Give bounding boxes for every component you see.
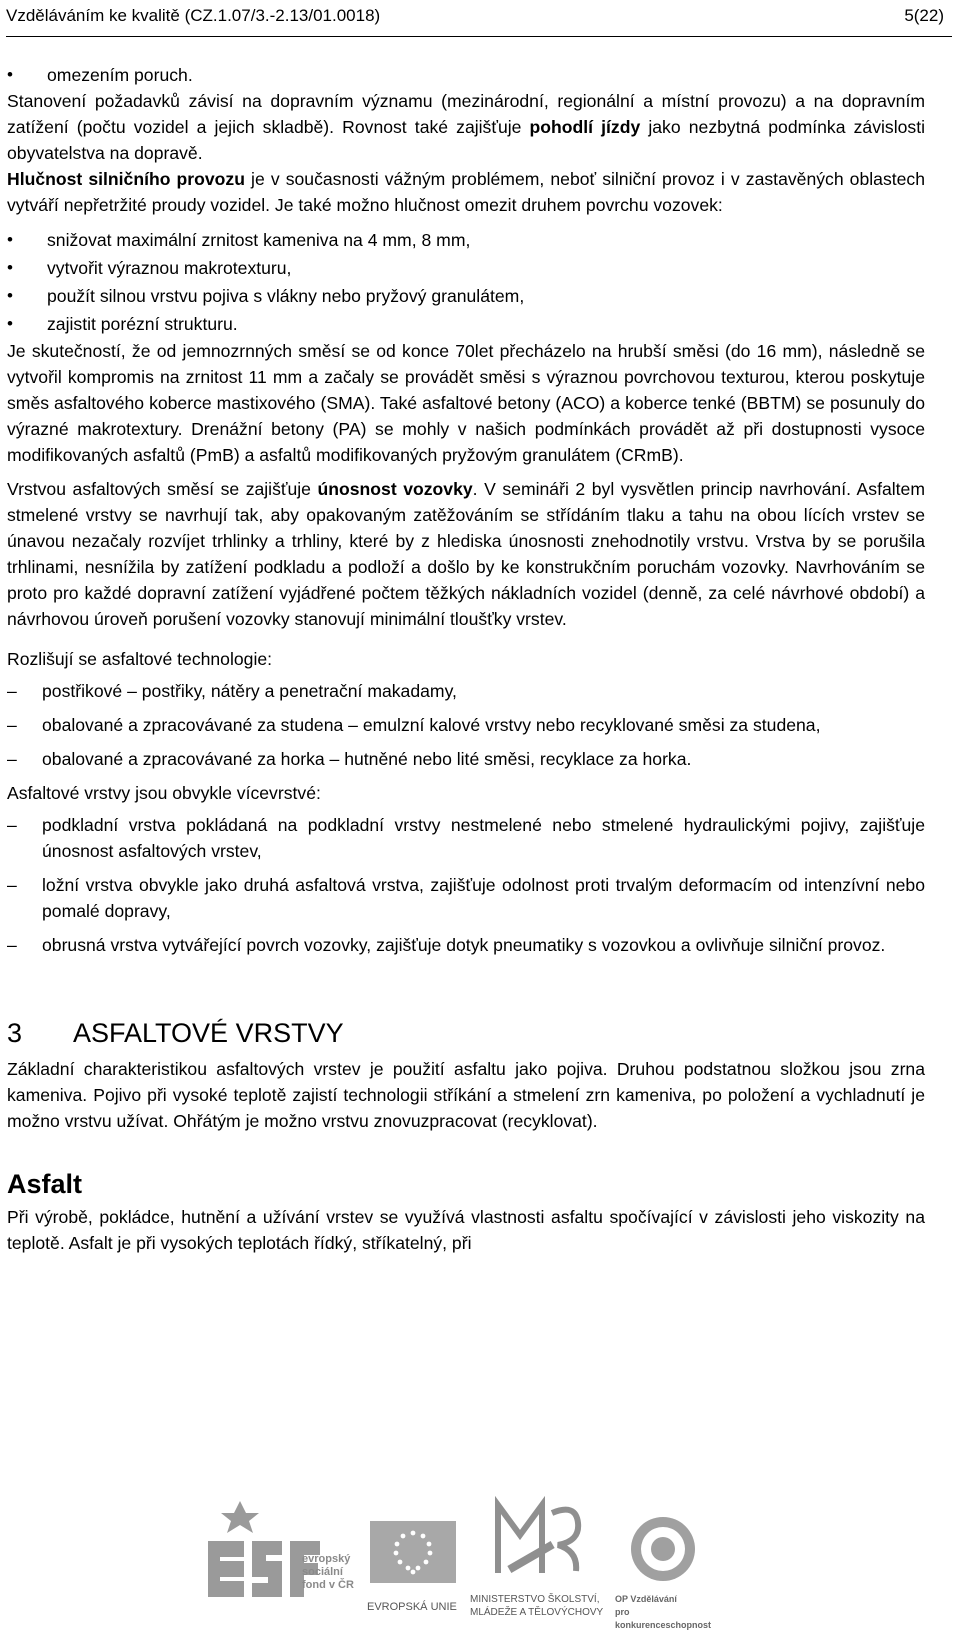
page-header xyxy=(6,2,952,37)
paragraph-grain-history: Je skutečností, že od jemnozrnných směsí se od konce 70let přecházelo na hrubší směsi (do 16 mm), následně se vytvořil kompromis na zrnitost 11 mm a začaly se provádět směsi s výraznou povrchovou texturou, kterou poskytuje směs asfaltového koberce mastixového (SMA). Také asfaltové betony (ACO) a koberce tenké (BBTM) se posunuly do výrazné makrotextury. Drenážní betony (PA) se mohly v našich podmínkách provádět až při dostupnosti vysoce modifikovaných asfaltů (PmB) a asfaltů modifikovaných pryžovým granulátem (CRmB). xyxy=(7,341,925,465)
paragraph-asphalt-basics: Základní charakteristikou asfaltových vrstev je použití asfaltu jako pojiva. Druhou podstatnou složkou jsou zrna kameniva. Pojivo při vysoké teplotě zajistí technologii stříkání a stmelení zrn kameniva, po položení a vychladnutí je možno vrstvu užívat. Ohřátým je možno vrstvu znovuzpracovat (recyklovat). xyxy=(7,1059,925,1131)
text-run: . V semináři 2 byl vysvětlen princip navrhování. Asfaltem stmelené vrstvy se navrhují tak, aby opakovaným zatěžováním se střídáním tlaku a tahu na obou lících vrstev se únavou nezačaly rozvíjet trhlinky a trhliny, které by z hlediska únosnosti znehodnotily vrstvu. Vrstva by se porušila trhlinami, nesnížila by zatížení podkladu a podloží a došlo by ke konstrukčním poruchám vozovky. Navrhováním se proto pro každé dopravní zatížení vyjádřené počtem těžkých nákladních vozidel (denně, za celé návrhové období) a návrhovou úroveň porušení vozovky stanovují minimální tloušťky vrstev. xyxy=(7,479,925,629)
technology-list xyxy=(7,678,925,772)
paragraph-asphalt-viscosity: Při výrobě, pokládce, hutnění a užívání vrstev se využívá vlastnosti asfaltu spočívající v závislosti jeho viskozity na teplotě. Asfalt je při vysokých teplotách řídký, stříkatelný, při xyxy=(7,1207,925,1253)
document-body xyxy=(7,62,925,1256)
paragraph-layers-intro: Asfaltové vrstvy jsou obvykle vícevrstvé: xyxy=(7,783,321,803)
list-item: – obrusná vrstva vytvářející povrch vozovky, zajišťuje dotyk pneumatiky s vozovkou a ovlivňuje silniční provoz. xyxy=(7,932,925,958)
paragraph-noise xyxy=(7,166,925,218)
header-page-number: 5(22) xyxy=(904,6,944,25)
esf-text-line: sociální xyxy=(302,1566,343,1578)
text-run: Stanovení požadavků závisí na dopravním významu (mezinárodní, regionální a místní provozu) a na dopravním zatížení (počtu vozidel a jejich skladbě). Rovnost také zajišťuje xyxy=(7,91,925,137)
msmt-emblem-icon xyxy=(468,1493,608,1593)
list-item: – ložní vrstva obvykle jako druhá asfaltová vrstva, zajišťuje odolnost proti trvalým deformacím od intenzívní nebo pomalé dopravy, xyxy=(7,872,925,924)
list-item: • omezením poruch. xyxy=(7,62,925,88)
section-heading xyxy=(7,1010,925,1056)
intro-bullet-list xyxy=(7,62,925,88)
msmt-text-line: MINISTERSTVO ŠKOLSTVÍ, xyxy=(470,1594,600,1605)
msmt-logo xyxy=(468,1493,608,1619)
list-item: – postřikové – postřiky, nátěry a penetrační makadamy, xyxy=(7,678,925,704)
paragraph-technologies-intro: Rozlišují se asfaltové technologie: xyxy=(7,649,273,669)
list-item: – obalované a zpracovávané za studena – emulzní kalové vrstvy nebo recyklované směsi za studena, xyxy=(7,712,925,738)
op-text-line: OP Vzdělávání xyxy=(615,1594,677,1604)
esf-logo xyxy=(204,1493,364,1619)
paragraph-bearing-capacity xyxy=(7,476,925,632)
bold-term: pohodlí jízdy xyxy=(529,117,641,137)
eu-logo xyxy=(366,1493,459,1619)
footer-logos xyxy=(0,1488,960,1630)
noise-bullet-list xyxy=(7,226,925,338)
layer-list xyxy=(7,812,925,958)
esf-text-line: evropský xyxy=(302,1553,351,1565)
list-item: • vytvořit výraznou makrotexturu, xyxy=(7,254,925,282)
bold-term: únosnost vozovky xyxy=(317,479,473,499)
eu-text: EVROPSKÁ UNIE xyxy=(367,1601,457,1613)
section-title: ASFALTOVÉ VRSTVY xyxy=(73,1018,344,1048)
subsection-heading: Asfalt xyxy=(7,1169,83,1199)
paragraph-requirements xyxy=(7,88,925,166)
text-run: Vrstvou asfaltových směsí se zajišťuje xyxy=(7,479,318,499)
bold-term: Hlučnost silničního provozu xyxy=(7,169,245,189)
text-run: jako nezbytná podmínka závislosti obyvatelstva na dopravě. xyxy=(7,117,925,163)
section-number: 3 xyxy=(7,1018,23,1048)
header-project-title: Vzděláváním ke kvalitě (CZ.1.07/3.-2.13/01.0018) xyxy=(6,6,381,25)
list-item: • zajistit porézní strukturu. xyxy=(7,310,925,338)
list-item: • snižovat maximální zrnitost kameniva na 4 mm, 8 mm, xyxy=(7,226,925,254)
eu-flag-icon xyxy=(366,1493,459,1593)
list-item: • použít silnou vrstvu pojiva s vlákny nebo pryžový granulátem, xyxy=(7,282,925,310)
esf-text-line: fond v ČR xyxy=(302,1579,354,1591)
op-vk-logo xyxy=(611,1493,716,1630)
list-item: – podkladní vrstva pokládaná na podkladní vrstvy nestmelené nebo stmelené hydraulickými pojivy, zajišťuje únosnost asfaltových vrstev, xyxy=(7,812,925,864)
op-vk-emblem-icon xyxy=(611,1493,716,1593)
list-item: – obalované a zpracovávané za horka – hutněné nebo lité směsi, recyklace za horka. xyxy=(7,746,925,772)
msmt-text-line: MLÁDEŽE A TĚLOVÝCHOVY xyxy=(470,1607,604,1618)
op-text-line: pro konkurenceschopnost xyxy=(615,1607,712,1630)
text-run: je v současnosti vážným problémem, neboť silniční provoz i v zastavěných oblastech vytváří nepřetržité proudy vozidel. Je také možno hlučnost omezit druhem povrchu vozovek: xyxy=(7,169,926,215)
